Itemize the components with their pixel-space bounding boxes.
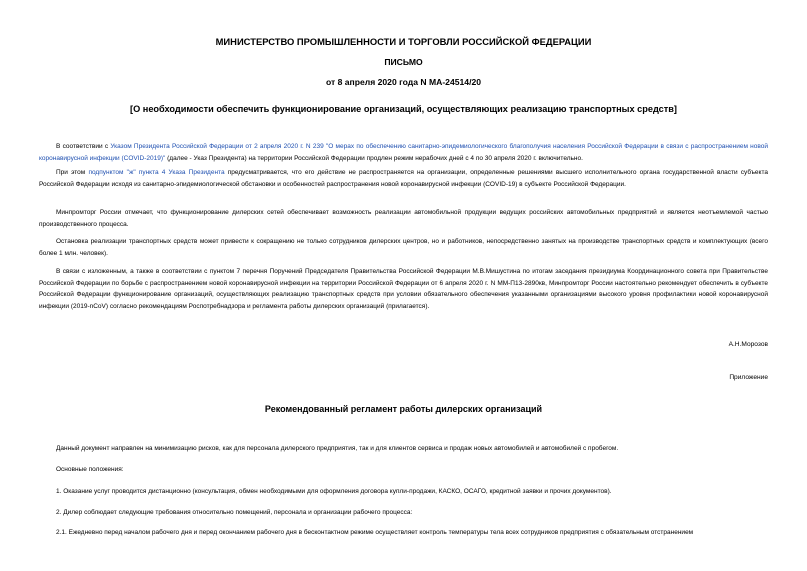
paragraph-2-text-b: предусматривается, что его действие не распространяется на организации, определенные решениями высшего исполнительного органа государственной власти субъекта Российской Федерации исходя из санитарно-эпидемиологической обстановки и особенностей распространения новой коронавирусной инфекции (COVID-19) в субъекте Российской Федерации. <box>39 169 768 188</box>
regulation-title: Рекомендованный регламент работы дилерских организаций <box>264 404 543 414</box>
ministry-heading: МИНИСТЕРСТВО ПРОМЫШЛЕННОСТИ И ТОРГОВЛИ РОССИЙСКОЙ ФЕДЕРАЦИИ <box>215 36 592 47</box>
paragraph-1-text-a: В соответствии с <box>56 143 111 150</box>
paragraph-5: В связи с изложенным, а также в соответствии с пунктом 7 перечня Поручений Председателя Правительства Российской Федерации М.В.Мишустина по итогам заседания президиума Координационного совета при Правительстве Российской Федерации по борьбе с распространением новой коронавирусной инфекции на территории Российской Федерации от 6 апреля 2020 г. N ММ-П13-2890кв, Минпромторг России настоятельно рекомендует обеспечить в субъекте Российской Федерации функционирование организаций, осуществляющих реализацию транспортных средств при условии обязательного обеспечения указанными организациями высокого уровня профилактики новой коронавирусной инфекции (2019-nCoV) согласно рекомендациям Роспотребнадзора и регламента работы дилерских организаций (прилагается). <box>39 268 768 310</box>
document-subject: [О необходимости обеспечить функционирование организаций, осуществляющих реализацию транспортных средств] <box>130 104 677 114</box>
paragraph-1 <box>39 141 768 164</box>
signature: А.Н.Морозов <box>728 341 768 348</box>
paragraph-2-text-a: При этом <box>56 169 89 176</box>
regulation-item: Основные положения: <box>56 466 124 473</box>
regulation-item: 1. Оказание услуг проводится дистанционно (консультация, обмен необходимыми для оформления договора купли-продажи, КАСКО, ОСАГО, кредитной заявки и прочих документов). <box>56 488 612 495</box>
regulation-item: 2.1. Ежедневно перед началом рабочего дня и перед окончанием рабочего дня в бесконтактном режиме осуществляет контроль температуры тела всех сотрудников предприятия с обязательным отстранением <box>56 529 694 536</box>
paragraph-1-text-b: (далее - Указ Президента) на территории Российской Федерации продлен режим нерабочих дней с 4 по 30 апреля 2020 г. включительно. <box>165 154 583 162</box>
decree-link[interactable]: Указом Президента Российской Федерации от 2 апреля 2020 г. N 239 "О мерах по обеспечению санитарно-эпидемиологического благополучия населения Российской Федерации в связи с распространением новой коронавирусной инфекции (COVID-2019)" <box>39 143 769 162</box>
document-type: ПИСЬМО <box>384 57 423 67</box>
document-date-number: от 8 апреля 2020 года N МА-24514/20 <box>325 77 482 87</box>
subclause-link[interactable]: подпунктом "ж" пункта 4 Указа Президента <box>88 169 225 176</box>
paragraph-3: Минпромторг России отмечает, что функционирование дилерских сетей обеспечивает возможность реализации автомобильной продукции ведущих российских автомобильных предприятий и является неотъемлемой частью производственного процесса. <box>39 209 768 228</box>
regulation-item: Данный документ направлен на минимизацию рисков, как для персонала дилерского предприятия, так и для клиентов сервиса и продаж новых автомобилей и автомобилей с пробегом. <box>56 445 619 452</box>
appendix-label: Приложение <box>729 374 768 381</box>
paragraph-2 <box>39 167 768 190</box>
regulation-item: 2. Дилер соблюдает следующие требования относительно помещений, персонала и организации рабочего процесса: <box>56 509 413 516</box>
paragraph-4: Остановка реализации транспортных средств может привести к сокращению не только сотрудников дилерских центров, но и работников, непосредственно занятых на производстве транспортных средств и комплектующих (всего более 1 млн. человек). <box>39 238 768 257</box>
